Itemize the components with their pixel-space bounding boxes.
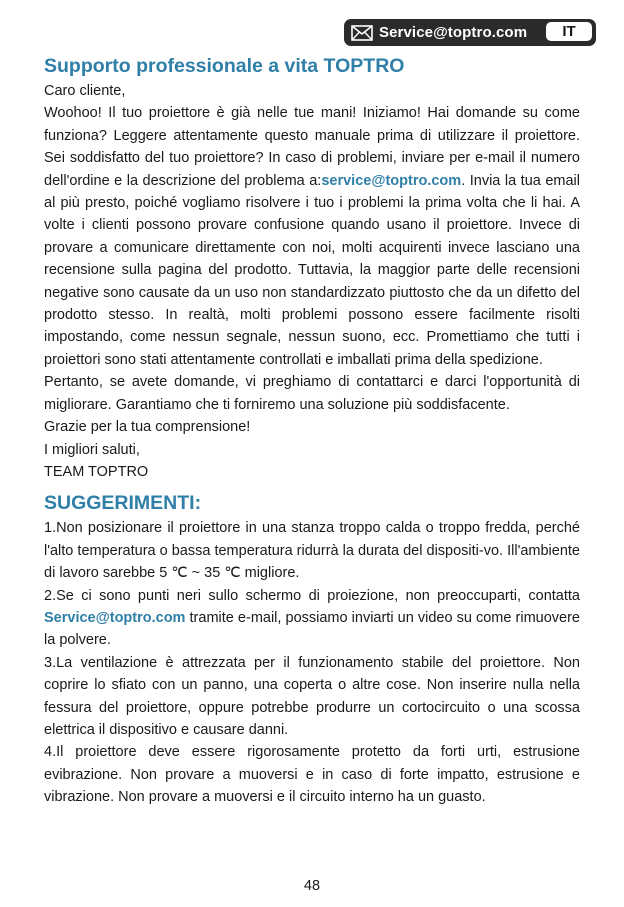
tip-2-text: 2.Se ci sono punti neri sullo schermo di proiezione, non preoccuparti, contatta: [44, 587, 580, 604]
tip-1: 1.Non posizionare il proiettore in una stanza troppo calda o troppo fredda, perché l'alto temperatura o bassa temperatura ridurrà la durata del dispositi-vo. Ill'ambiente di lavoro sarebbe 5 ℃ ~ 35 ℃ migliore.: [44, 520, 580, 582]
signature: TEAM TOPTRO: [44, 463, 149, 480]
language-badge: IT: [546, 22, 592, 41]
header-service-badge: [344, 19, 596, 46]
tip-2-email-link[interactable]: Service@toptro.com: [44, 609, 186, 626]
closing-line: I migliori saluti,: [44, 441, 140, 458]
thanks-line: Grazie per la tua comprensione!: [44, 419, 251, 436]
header-service-email[interactable]: Service@toptro.com: [379, 24, 528, 41]
page-number: 48: [303, 878, 321, 894]
support-paragraph-1-text-cont: . Invia la tua email al più presto, poiché vogliamo risolvere i tuo i problemi la prima volta che li hai. A volte i clienti possono provare confusione quando usano il proiettore. Invece di provare a comunicare direttamente con noi, molti acquirenti invece lasciano una recensione sulla pagina del prodotto. Tuttavia, la maggior parte delle recensioni negative sono causate da un uso non standardizzato piuttosto che da un difetto del prodotto stesso. In realtà, molti problemi possono essere facilmente risolti impostando, come nessun segnale, nessun suono, ecc. Promettiamo che tutti i proiettori sono stati attentamente controllati e imballati prima della spedizione.: [44, 172, 580, 368]
support-title: Supporto professionale a vita TOPTRO: [44, 55, 405, 77]
tip-2-text-cont: tramite e-mail, possiamo inviarti un video su come rimuovere la polvere.: [44, 609, 580, 649]
tip-4: 4.Il proiettore deve essere rigorosamente protetto da forti urti, estrusione evibrazione. Non provare a muoversi e in caso di forte impatto, estrusione e vibrazione. Non provare a muoversi e il circuito interno ha un guasto.: [44, 744, 580, 806]
support-paragraph-2: Pertanto, se avete domande, vi preghiamo di contattarci e darci l'opportunità di migliorare. Garantiamo che ti forniremo una soluzione più soddisfacente.: [44, 374, 580, 413]
tips-title: SUGGERIMENTI:: [44, 492, 202, 515]
support-paragraph-1-text: Woohoo! Il tuo proiettore è già nelle tue mani! Iniziamo! Hai domande su come funziona? Leggere attentamente questo manuale prima di utilizzare il proiettore. Sei soddisfatto del tuo proiettore? In caso di problemi, inviare per e-mail il numero dell'ordine e la descrizione del problema a:: [44, 105, 580, 189]
tip-2: [44, 585, 580, 652]
greeting: Caro cliente,: [44, 83, 126, 99]
support-paragraph-1: [44, 102, 580, 371]
envelope-icon: [351, 25, 373, 41]
tip-3: 3.La ventilazione è attrezzata per il funzionamento stabile del proiettore. Non coprire lo sfiato con un panno, una coperta o altre cose. Non inserire nulla nella fessura del proiettore, oppure potrebbe produrre un cortocircuito o una scossa elettrica il dispositivo e causare danni.: [44, 654, 580, 738]
support-email-link[interactable]: service@toptro.com: [321, 172, 462, 189]
page-content: [44, 52, 580, 809]
